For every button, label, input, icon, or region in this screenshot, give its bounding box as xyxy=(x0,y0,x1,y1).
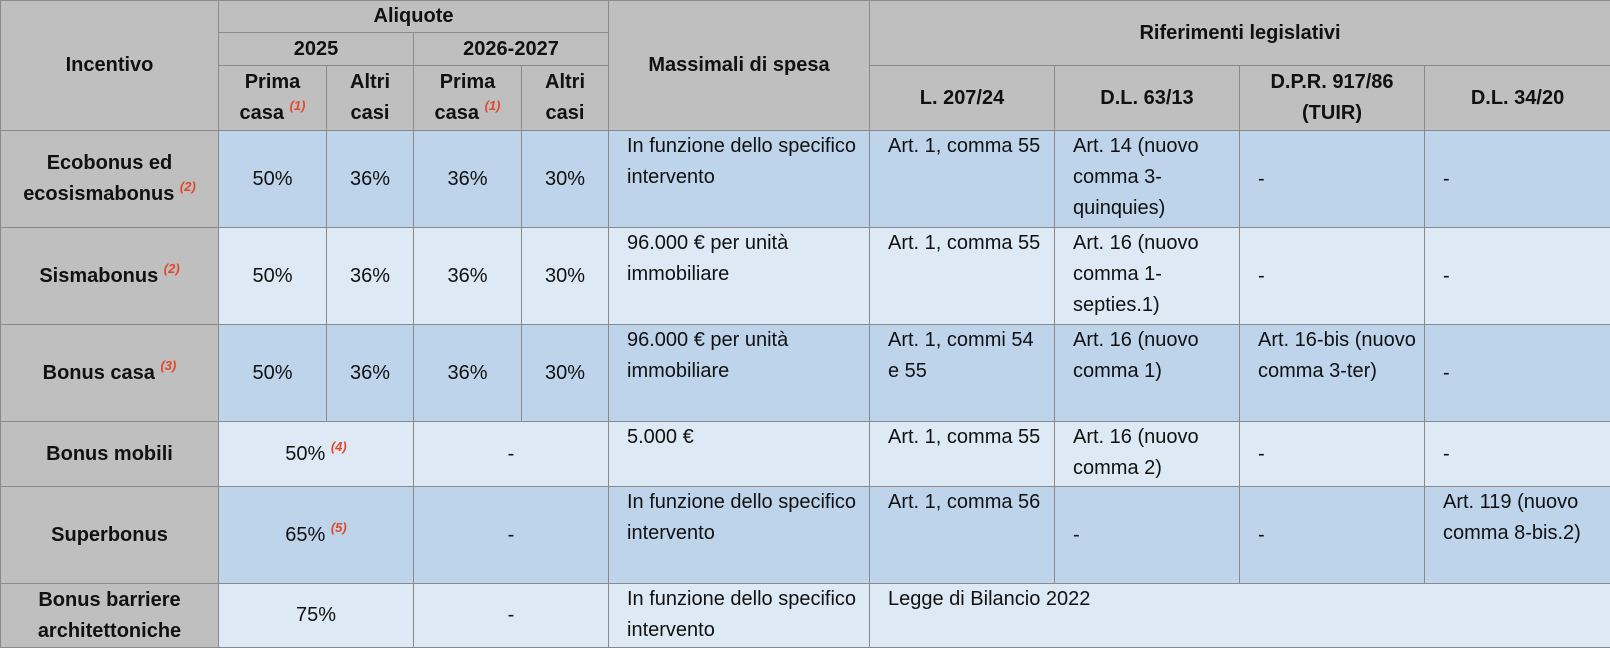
ref-dl63-cell: Art. 16 (nuovo comma 1) xyxy=(1055,325,1240,422)
row-label-ecobonus: Ecobonus ed ecosismabonus $^{(2)}$ xyxy=(1,131,219,228)
row-label-bonus-barriere: Bonus barriere architettoniche xyxy=(1,584,219,648)
header-aliquote: Aliquote xyxy=(219,1,609,33)
rate-2026-prima-casa: 36% xyxy=(414,228,522,325)
header-year-2025: 2025 xyxy=(219,33,414,66)
rate-2026-prima-casa: 36% xyxy=(414,325,522,422)
massimali-cell: 96.000 € per unità immobiliare xyxy=(609,228,870,325)
ref-dl34-cell: - xyxy=(1425,131,1610,228)
rate-2025-prima-casa: 50% xyxy=(219,131,327,228)
header-ref-dl34: D.L. 34/20 xyxy=(1425,66,1610,131)
rate-2025-altri-casi: 36% xyxy=(327,325,414,422)
footnote-marker: (2) xyxy=(163,260,180,276)
header-altri-casi-2025: Altri casi xyxy=(327,66,414,131)
header-year-2026-2027: 2026-2027 xyxy=(414,33,609,66)
footnote-marker: (2) xyxy=(179,179,196,194)
ref-dpr917-cell: Art. 16-bis (nuovo comma 3-ter) xyxy=(1240,325,1425,422)
rate-2026-2027: - xyxy=(414,487,609,584)
ref-l207-cell: Art. 1, comma 55 xyxy=(870,422,1055,487)
header-ref-dl63: D.L. 63/13 xyxy=(1055,66,1240,131)
massimali-cell: In funzione dello specifico intervento xyxy=(609,487,870,584)
table-row xyxy=(1,228,1610,325)
row-label-bonus-mobili: Bonus mobili xyxy=(1,422,219,487)
rate-2026-altri-casi: 30% xyxy=(522,325,609,422)
massimali-cell: In funzione dello specifico intervento xyxy=(609,131,870,228)
table-row xyxy=(1,487,1610,584)
ref-dpr917-cell: - xyxy=(1240,131,1425,228)
ref-dl34-cell: - xyxy=(1425,325,1610,422)
massimali-cell: In funzione dello specifico intervento xyxy=(609,584,870,648)
ref-dpr917-cell: - xyxy=(1240,228,1425,325)
rate-2025-prima-casa: 50% xyxy=(219,325,327,422)
ref-l207-cell: Art. 1, commi 54 e 55 xyxy=(870,325,1055,422)
ref-dpr917-cell: - xyxy=(1240,487,1425,584)
row-label-bonus-casa: Bonus casa $^{(3)}$ xyxy=(1,325,219,422)
ref-dl63-cell: - xyxy=(1055,487,1240,584)
massimali-cell: 96.000 € per unità immobiliare xyxy=(609,325,870,422)
table-row xyxy=(1,584,1610,648)
header-riferimenti: Riferimenti legislativi xyxy=(870,1,1610,66)
footnote-marker: (1) xyxy=(289,98,306,113)
ref-dl63-cell: Art. 16 (nuovo comma 2) xyxy=(1055,422,1240,487)
rate-2025-altri-casi: 36% xyxy=(327,228,414,325)
ref-l207-cell: Art. 1, comma 55 xyxy=(870,131,1055,228)
table-row xyxy=(1,131,1610,228)
rate-2026-prima-casa: 36% xyxy=(414,131,522,228)
header-prima-casa-2026: Prima casa $^{(1)}$ xyxy=(414,66,522,131)
header-prima-casa-2025: Prima casa $^{(1)}$ xyxy=(219,66,327,131)
rate-2026-2027: - xyxy=(414,584,609,648)
footnote-marker: (5) xyxy=(330,519,347,535)
ref-l207-cell: Art. 1, comma 56 xyxy=(870,487,1055,584)
row-label-superbonus: Superbonus xyxy=(1,487,219,584)
rate-2025: 65% $^{(5)}$ xyxy=(219,487,414,584)
rate-2025-altri-casi: 36% xyxy=(327,131,414,228)
rate-2025: 75% xyxy=(219,584,414,648)
ref-dl63-cell: Art. 14 (nuovo comma 3-quinquies) xyxy=(1055,131,1240,228)
riferimenti-cell: Legge di Bilancio 2022 xyxy=(870,584,1610,648)
table-row xyxy=(1,325,1610,422)
rate-2026-2027: - xyxy=(414,422,609,487)
header-incentivo: Incentivo xyxy=(1,1,219,131)
footnote-marker: (3) xyxy=(160,357,177,373)
rate-2026-altri-casi: 30% xyxy=(522,131,609,228)
ref-dpr917-cell: - xyxy=(1240,422,1425,487)
rate-2025-prima-casa: 50% xyxy=(219,228,327,325)
header-altri-casi-2026: Altri casi xyxy=(522,66,609,131)
header-ref-l207: L. 207/24 xyxy=(870,66,1055,131)
header-ref-dpr917: D.P.R. 917/86 (TUIR) xyxy=(1240,66,1425,131)
footnote-marker: (4) xyxy=(330,438,347,454)
row-label-sismabonus: Sismabonus $^{(2)}$ xyxy=(1,228,219,325)
table-row xyxy=(1,422,1610,487)
ref-dl34-cell: - xyxy=(1425,228,1610,325)
footnote-marker: (1) xyxy=(484,98,501,113)
massimali-cell: 5.000 € xyxy=(609,422,870,487)
ref-dl63-cell: Art. 16 (nuovo comma 1-septies.1) xyxy=(1055,228,1240,325)
ref-l207-cell: Art. 1, comma 55 xyxy=(870,228,1055,325)
ref-dl34-cell: Art. 119 (nuovo comma 8-bis.2) xyxy=(1425,487,1610,584)
ref-dl34-cell: - xyxy=(1425,422,1610,487)
header-massimali: Massimali di spesa xyxy=(609,1,870,131)
rate-2026-altri-casi: 30% xyxy=(522,228,609,325)
rate-2025: 50% $^{(4)}$ xyxy=(219,422,414,487)
